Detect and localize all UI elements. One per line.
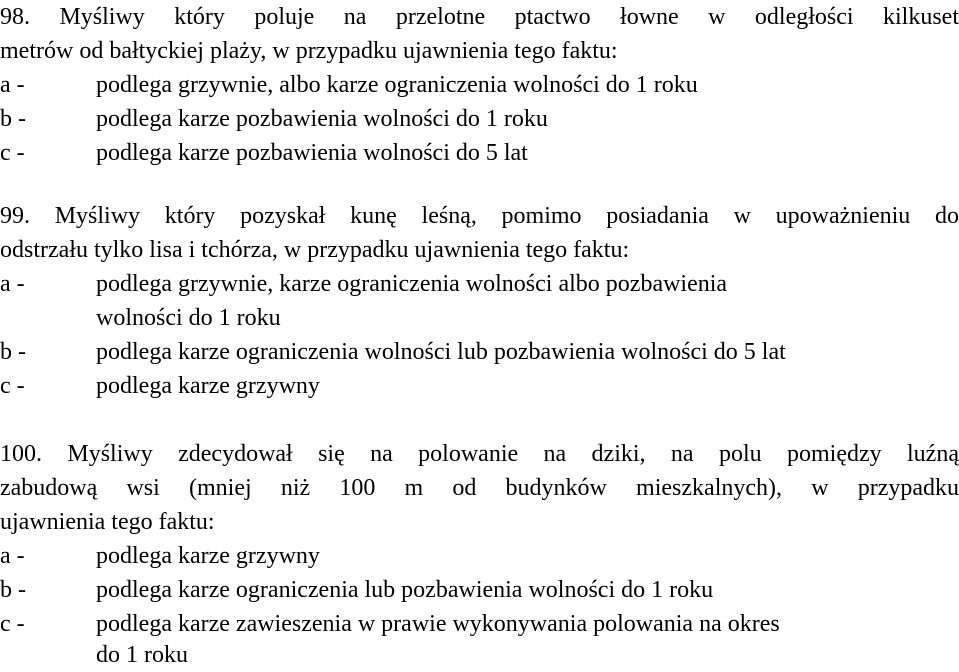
question-98-option-b: [0, 102, 959, 136]
option-text: podlega karze grzywny: [96, 543, 320, 569]
option-letter: a -: [0, 271, 25, 297]
option-letter: c -: [0, 611, 25, 637]
option-text: wolności do 1 roku: [96, 305, 281, 331]
question-100-line-3: ujawnienia tego faktu:: [0, 509, 215, 535]
option-letter: c -: [0, 373, 25, 399]
option-text: do 1 roku: [96, 642, 188, 668]
question-98-line-2: metrów od bałtyckiej plaży, w przypadku ujawnienia tego faktu:: [0, 38, 618, 64]
option-text: podlega karze zawieszenia w prawie wykonywania polowania na okres: [96, 611, 780, 637]
question-99-option-b: [0, 335, 959, 369]
question-100-option-a: [0, 539, 959, 573]
option-letter: b -: [0, 106, 26, 132]
option-text: podlega karze pozbawienia wolności do 1 roku: [96, 106, 548, 132]
question-98-option-c: [0, 136, 959, 170]
option-text: podlega grzywnie, albo karze ograniczenia wolności do 1 roku: [96, 72, 698, 98]
question-100-line-2: zabudową wsi (mniej niż 100 m od budynków mieszkalnych), w przypadku: [0, 475, 959, 501]
question-99-option-c: [0, 369, 959, 403]
option-letter: c -: [0, 140, 25, 166]
option-text: podlega karze pozbawienia wolności do 5 lat: [96, 140, 528, 166]
question-98-line-1: 98. Myśliwy który poluje na przelotne ptactwo łowne w odległości kilkuset: [0, 4, 959, 30]
option-text: podlega karze grzywny: [96, 373, 320, 399]
option-text: podlega karze ograniczenia wolności lub pozbawienia wolności do 5 lat: [96, 339, 786, 365]
question-100-option-b: [0, 573, 959, 607]
option-text: podlega karze ograniczenia lub pozbawienia wolności do 1 roku: [96, 577, 714, 603]
question-100-option-c: [0, 607, 959, 641]
question-98-option-a: [0, 68, 959, 102]
question-99-option-a-continued: [0, 301, 959, 335]
option-letter: b -: [0, 339, 26, 365]
option-letter: b -: [0, 577, 26, 603]
option-letter: a -: [0, 72, 25, 98]
question-99-line-2: odstrzału tylko lisa i tchórza, w przypadku ujawnienia tego faktu:: [0, 237, 630, 263]
question-100-line-1: 100. Myśliwy zdecydował się na polowanie na dziki, na polu pomiędzy luźną: [0, 441, 959, 467]
question-100-option-c-continued: [0, 638, 959, 672]
question-99-line-1: 99. Myśliwy który pozyskał kunę leśną, pomimo posiadania w upoważnieniu do: [0, 203, 959, 229]
option-text: podlega grzywnie, karze ograniczenia wolności albo pozbawienia: [96, 271, 728, 297]
option-letter: a -: [0, 543, 25, 569]
question-99-option-a: [0, 267, 959, 301]
